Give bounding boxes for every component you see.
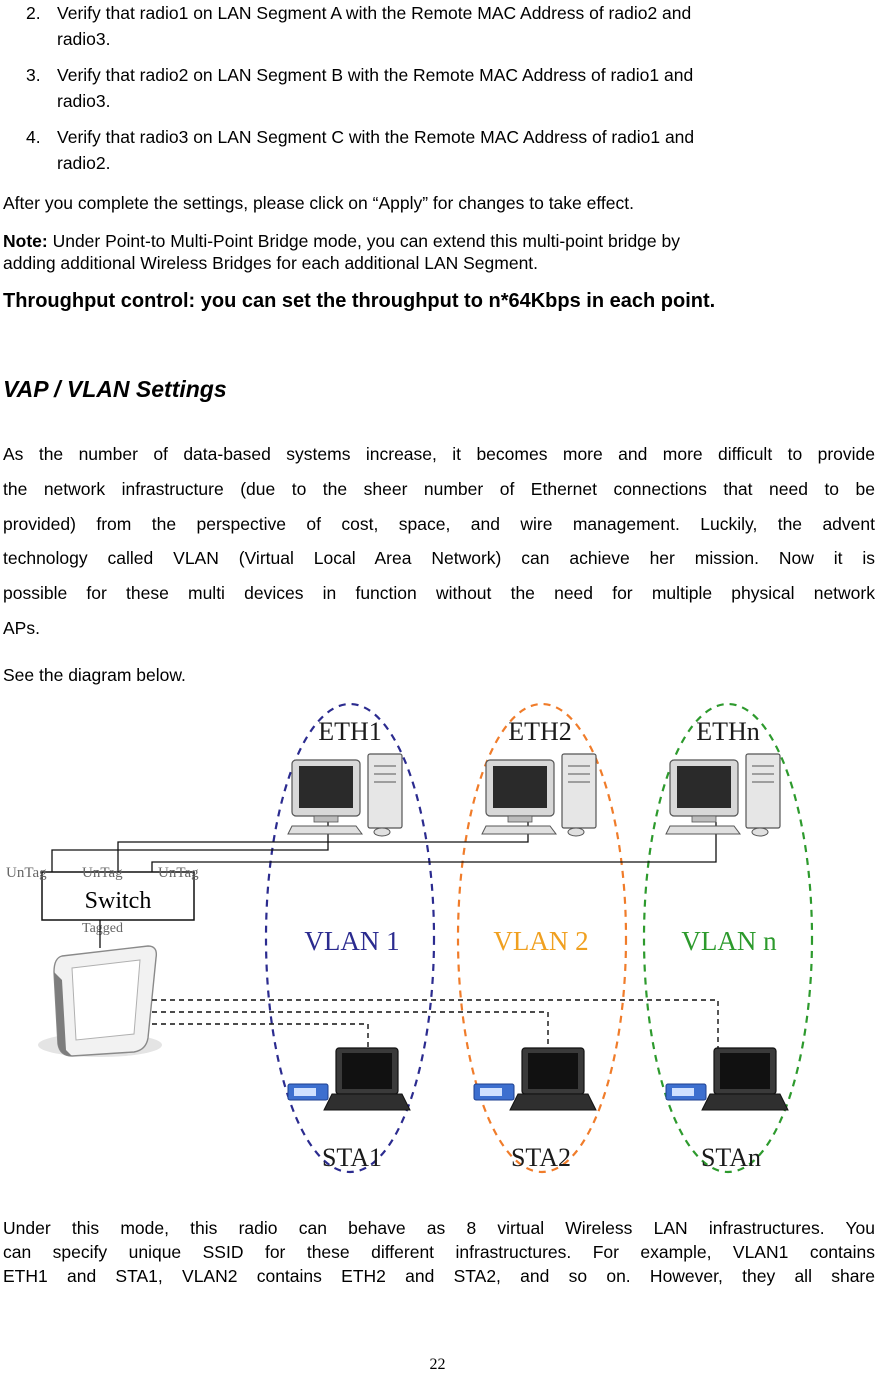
access-point-icon [38,946,162,1057]
desktop-computer-icon [666,754,780,836]
note-line2: adding additional Wireless Bridges for each additional LAN Segment. [3,253,539,273]
laptop-icon [288,1048,410,1110]
paragraph-line: can specify unique SSID for these different infrastructures. For example, VLAN1 contains [3,1242,875,1262]
paragraph-line: possible for these multi devices in function without the need for multiple physical network [3,583,875,604]
list-number: 4. [26,127,41,147]
paragraph-line: the network infrastructure (due to the sheer number of Ethernet connections that need to be [3,478,875,499]
paragraph-line: As the number of data-based systems increase, it becomes more and more difficult to provide [3,444,875,464]
eth-label: ETH2 [508,717,572,746]
page-number: 22 [429,1356,446,1373]
note-paragraph [3,230,875,274]
list-text-line2: radio3. [57,91,111,111]
paragraph-line: technology called VLAN (Virtual Local Area Network) can achieve her mission. Now it is [3,548,875,569]
sta-label: STA2 [510,1143,572,1172]
section-title: VAP / VLAN Settings [3,376,227,402]
list-text-line1: Verify that radio2 on LAN Segment B with the Remote MAC Address of radio1 and [57,65,694,85]
sta-label: STA1 [321,1143,383,1172]
note-line1: Under Point-to Multi-Point Bridge mode, you can extend this multi-point bridge by [47,231,680,251]
eth-label: ETHn [696,717,760,746]
paragraph-line: provided) from the perspective of cost, space, and wire management. Luckily, the advent [3,513,875,534]
tagged-label: Tagged [82,921,124,936]
paragraph-line: Under this mode, this radio can behave as 8 virtual Wireless LAN infrastructures. You [3,1218,875,1238]
list-number: 3. [26,65,41,85]
list-text-line1: Verify that radio3 on LAN Segment C with the Remote MAC Address of radio1 and [57,127,695,147]
vlan-intro-paragraph [3,437,875,646]
switch-label: Switch [84,888,152,914]
vlan-label: VLAN 2 [493,926,589,956]
list-text-line2: radio3. [57,29,111,49]
desktop-computer-icon [288,754,402,836]
laptop-icon [666,1048,788,1110]
outro-paragraph [3,1216,875,1288]
untag-label: UnTag [6,865,47,881]
note-label: Note: [3,231,48,251]
desktop-computer-icon [482,754,596,836]
untag-label: UnTag [158,865,199,881]
see-diagram-text: See the diagram below. [3,665,186,685]
vlan-label: VLAN n [681,926,777,956]
paragraph-line: ETH1 and STA1, VLAN2 contains ETH2 and STA2, and so on. However, they all share [3,1266,875,1286]
paragraph-line: APs. [3,617,40,638]
vlan-label: VLAN 1 [304,926,400,956]
sta-label: STAn [700,1143,762,1172]
laptop-icon [474,1048,596,1110]
list-text-line1: Verify that radio1 on LAN Segment A with the Remote MAC Address of radio2 and [57,3,692,23]
vlan-diagram [0,700,875,1190]
untag-label: UnTag [82,865,123,881]
eth-label: ETH1 [318,717,382,746]
wireless-links [152,1000,718,1050]
apply-note: After you complete the settings, please click on “Apply” for changes to take effect. [3,193,634,213]
throughput-heading: Throughput control: you can set the throughput to n*64Kbps in each point. [3,290,716,312]
list-text-line2: radio2. [57,153,111,173]
list-number: 2. [26,3,41,23]
